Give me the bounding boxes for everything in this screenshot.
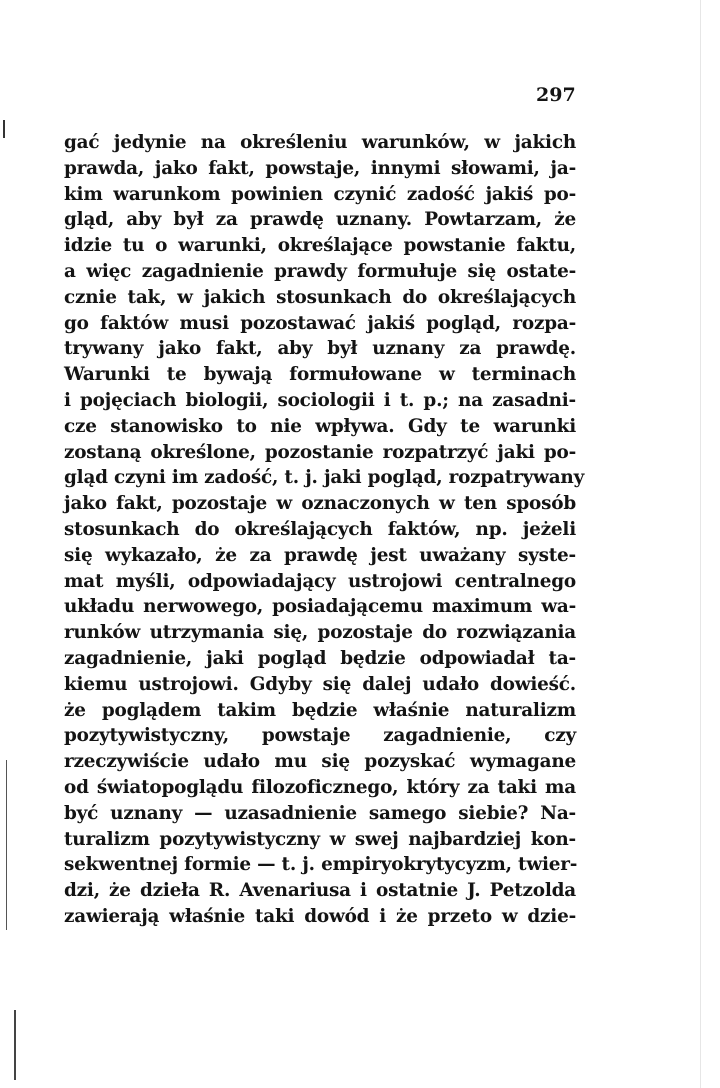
text-line: prawda, jako fakt, powstaje, innymi słowami, ja- [64, 157, 576, 179]
text-line: go faktów musi pozostawać jakiś pogląd, rozpa- [64, 312, 576, 334]
text-line: układu nerwowego, posiadającemu maximum wa- [64, 596, 576, 618]
text-line: zawierają właśnie taki dowód i że przeto w dzie- [64, 905, 576, 927]
text-line: zostaną określone, pozostanie rozpatrzyć jaki po- [64, 441, 576, 463]
text-line: i pojęciach biologii, sociologii i t. p.; na zasadni- [64, 389, 576, 411]
page-number: 297 [536, 84, 576, 106]
text-line: sekwentnej formie — t. j. empiryokrytycyzm, twier- [64, 854, 578, 876]
text-line: dzi, że dzieła R. Avenariusa i ostatnie J. Petzolda [64, 880, 576, 902]
text-line: idzie tu o warunki, określające powstanie faktu, [64, 235, 576, 257]
text-line: cznie tak, w jakich stosunkach do określających [64, 286, 576, 308]
text-line: turalizm pozytywistyczny w swej najbardziej kon- [64, 828, 576, 850]
text-line: kiemu ustrojowi. Gdyby się dalej udało dowieść. [64, 673, 576, 695]
scan-edge-mark [14, 1010, 16, 1080]
text-line: trywany jako fakt, aby był uznany za prawdę. [64, 338, 576, 360]
text-line: kim warunkom powinien czynić zadość jakiś po- [64, 183, 576, 205]
scan-edge-mark [6, 760, 7, 930]
text-line: mat myśli, odpowiadający ustrojowi centralnego [64, 570, 576, 592]
text-line: a więc zagadnienie prawdy formułuje się ostate- [64, 260, 576, 282]
text-line: być uznany — uzasadnienie samego siebie? Na- [64, 802, 576, 824]
text-line: rzeczywiście udało mu się pozyskać wymagane [64, 751, 576, 773]
scan-edge-mark [3, 120, 5, 138]
text-line: gląd, aby był za prawdę uznany. Powtarzam, że [64, 209, 576, 231]
text-line: pozytywistyczny, powstaje zagadnienie, czy [64, 725, 576, 747]
text-line: że poglądem takim będzie właśnie naturalizm [64, 699, 576, 721]
text-line: gać jedynie na określeniu warunków, w jakich [64, 132, 576, 153]
scan-edge-mark [700, 0, 701, 1088]
text-line: zagadnienie, jaki pogląd będzie odpowiadał ta- [64, 647, 576, 669]
text-line: stosunkach do określających faktów, np. jeżeli [64, 518, 576, 540]
text-line: cze stanowisko to nie wpływa. Gdy te warunki [64, 415, 576, 437]
text-line: jako fakt, pozostaje w oznaczonych w ten sposób [64, 493, 576, 515]
text-line: od światopoglądu filozoficznego, który za taki ma [64, 776, 576, 798]
text-line: się wykazało, że za prawdę jest uważany syste- [64, 544, 576, 566]
text-line: Warunki te bywają formułowane w terminach [64, 364, 576, 386]
body-text [64, 130, 585, 930]
text-line: gląd czyni im zadość, t. j. jaki pogląd, rozpatrywany [64, 467, 585, 489]
text-line: runków utrzymania się, pozostaje do rozwiązania [64, 622, 576, 644]
